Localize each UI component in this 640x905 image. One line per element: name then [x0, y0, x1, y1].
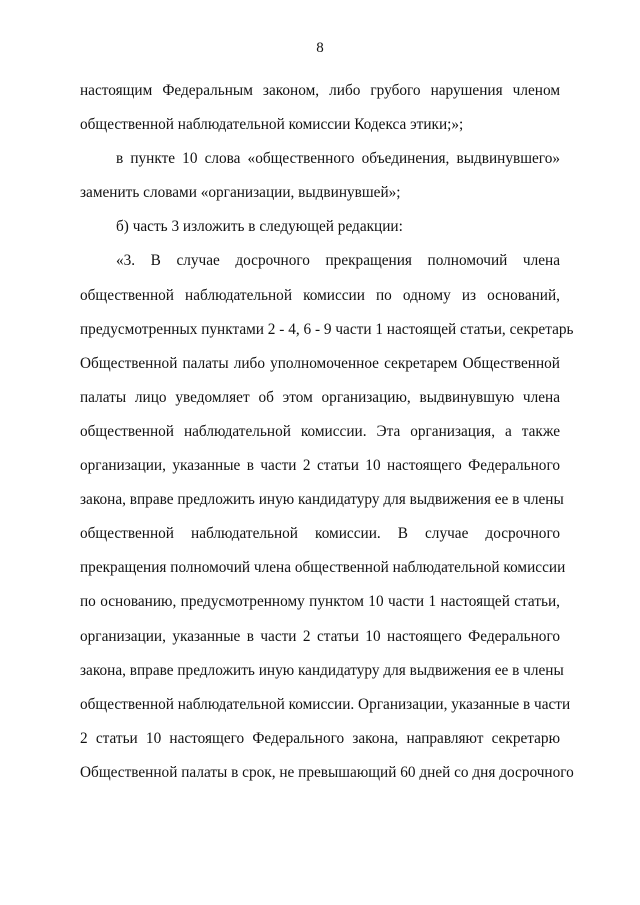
text-line: общественной наблюдательной комиссии. Организации, указанные в части	[80, 695, 571, 713]
text-line: в пункте 10 слова «общественного объединения, выдвинувшего»	[116, 150, 560, 168]
text-line: настоящим Федеральным законом, либо грубого нарушения членом	[80, 82, 560, 99]
text-line: «3. В случае досрочного прекращения полномочий члена	[116, 252, 560, 270]
text-line: общественной наблюдательной комиссии по одному из оснований,	[80, 286, 560, 304]
text-line: организации, указанные в части 2 статьи 10 настоящего Федерального	[80, 457, 560, 475]
text-line: б) часть 3 изложить в следующей редакции:	[116, 218, 403, 236]
text-line: 2 статьи 10 настоящего Федерального закона, направляют секретарю	[80, 729, 560, 747]
document-body	[80, 76, 574, 792]
text-line: прекращения полномочий члена общественной наблюдательной комиссии	[80, 559, 566, 577]
text-line: организации, указанные в части 2 статьи 10 настоящего Федерального	[80, 627, 560, 645]
text-line: общественной наблюдательной комиссии. Эта организация, а также	[80, 422, 560, 440]
text-line: предусмотренных пунктами 2 - 4, 6 - 9 части 1 настоящей статьи, секретарь	[80, 320, 574, 338]
text-line: закона, вправе предложить иную кандидатуру для выдвижения ее в члены	[80, 491, 564, 509]
text-line: закона, вправе предложить иную кандидатуру для выдвижения ее в члены	[80, 661, 564, 679]
text-line: палаты лицо уведомляет об этом организацию, выдвинувшую члена	[80, 388, 560, 406]
text-line: общественной наблюдательной комиссии. В случае досрочного	[80, 525, 560, 543]
page-number: 8	[316, 40, 324, 56]
text-line: Общественной палаты либо уполномоченное секретарем Общественной	[80, 354, 560, 372]
text-line: Общественной палаты в срок, не превышающий 60 дней со дня досрочного	[80, 763, 574, 781]
text-line: общественной наблюдательной комиссии Кодекса этики;»;	[80, 116, 464, 134]
text-line: заменить словами «организации, выдвинувшей»;	[80, 184, 401, 202]
text-line: по основанию, предусмотренному пунктом 10 части 1 настоящей статьи,	[80, 593, 560, 611]
